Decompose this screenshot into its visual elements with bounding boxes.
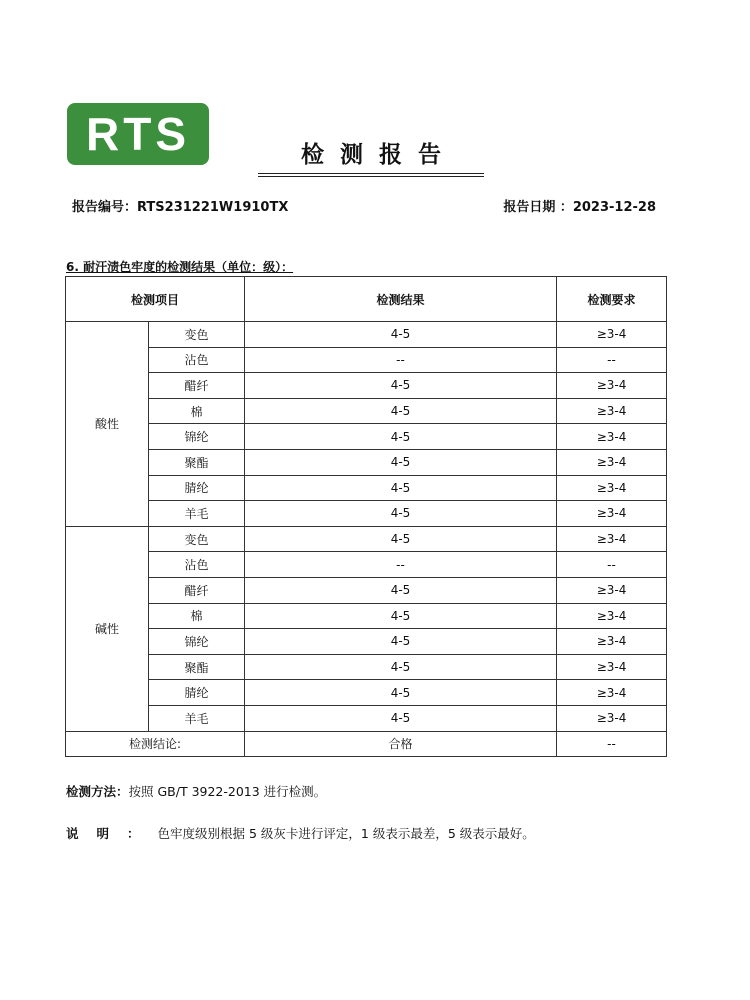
requirement-cell: ≥3-4 [557, 475, 667, 501]
requirement-cell: ≥3-4 [557, 577, 667, 603]
section-title: 6. 耐汗渍色牢度的检测结果（单位：级）： [66, 260, 294, 274]
item-cell: 变色 [149, 322, 245, 348]
item-cell: 锦纶 [149, 629, 245, 655]
report-number: 报告编号：RTS231221W1910TX [72, 200, 289, 215]
item-cell: 醋纤 [149, 373, 245, 399]
requirement-cell: ≥3-4 [557, 680, 667, 706]
table-row [66, 501, 667, 527]
test-method [66, 782, 326, 800]
result-cell: 4-5 [245, 424, 557, 450]
item-cell: 锦纶 [149, 424, 245, 450]
table-row [66, 577, 667, 603]
requirement-cell: ≥3-4 [557, 398, 667, 424]
conclusion-label: 检测结论: [66, 731, 245, 757]
table-row [66, 347, 667, 373]
item-cell: 沾色 [149, 552, 245, 578]
result-cell: 4-5 [245, 629, 557, 655]
note [66, 824, 535, 842]
requirement-cell: ≥3-4 [557, 322, 667, 348]
table-row [66, 603, 667, 629]
requirement-cell: ≥3-4 [557, 501, 667, 527]
result-cell: 4-5 [245, 475, 557, 501]
result-cell: 4-5 [245, 603, 557, 629]
requirement-cell: ≥3-4 [557, 603, 667, 629]
table-row [66, 629, 667, 655]
result-cell: 4-5 [245, 654, 557, 680]
header-requirement: 检测要求 [557, 277, 667, 322]
result-cell: -- [245, 552, 557, 578]
table-row [66, 552, 667, 578]
result-cell: 4-5 [245, 577, 557, 603]
result-cell: 4-5 [245, 680, 557, 706]
result-cell: 4-5 [245, 705, 557, 731]
item-cell: 棉 [149, 603, 245, 629]
item-cell: 变色 [149, 526, 245, 552]
results-table [65, 276, 667, 757]
conclusion-requirement: -- [557, 731, 667, 757]
table-row [66, 475, 667, 501]
table-row [66, 705, 667, 731]
title-underline [258, 173, 484, 174]
table-row [66, 398, 667, 424]
header-item: 检测项目 [66, 277, 245, 322]
table-header-row [66, 277, 667, 322]
result-cell: 4-5 [245, 398, 557, 424]
result-cell: 4-5 [245, 449, 557, 475]
title-block [258, 136, 484, 177]
conclusion-row [66, 731, 667, 757]
note-text: 色牢度级别根据 5 级灰卡进行评定，1 级表示最差，5 级表示最好。 [157, 826, 535, 841]
report-date: 报告日期 ：2023-12-28 [503, 200, 656, 215]
requirement-cell: ≥3-4 [557, 424, 667, 450]
item-cell: 聚酯 [149, 654, 245, 680]
requirement-cell: ≥3-4 [557, 373, 667, 399]
method-label: 检测方法： [66, 784, 129, 799]
group-name-cell: 酸性 [66, 322, 149, 527]
table-row [66, 373, 667, 399]
logo-text: RTS [86, 108, 190, 160]
conclusion-result: 合格 [245, 731, 557, 757]
table-row [66, 680, 667, 706]
page-title: 检测报告 [301, 142, 457, 168]
requirement-cell: ≥3-4 [557, 654, 667, 680]
item-cell: 棉 [149, 398, 245, 424]
requirement-cell: -- [557, 552, 667, 578]
requirement-cell: -- [557, 347, 667, 373]
requirement-cell: ≥3-4 [557, 705, 667, 731]
table-row [66, 449, 667, 475]
result-cell: 4-5 [245, 373, 557, 399]
result-cell: -- [245, 347, 557, 373]
result-cell: 4-5 [245, 501, 557, 527]
item-cell: 腈纶 [149, 475, 245, 501]
requirement-cell: ≥3-4 [557, 629, 667, 655]
group-name-cell: 碱性 [66, 526, 149, 731]
item-cell: 醋纤 [149, 577, 245, 603]
table-row [66, 526, 667, 552]
note-label: 说明： [66, 826, 158, 841]
item-cell: 羊毛 [149, 501, 245, 527]
requirement-cell: ≥3-4 [557, 526, 667, 552]
item-cell: 腈纶 [149, 680, 245, 706]
header-result: 检测结果 [245, 277, 557, 322]
item-cell: 沾色 [149, 347, 245, 373]
item-cell: 聚酯 [149, 449, 245, 475]
result-cell: 4-5 [245, 322, 557, 348]
method-text: 按照 GB/T 3922-2013 进行检测。 [128, 784, 327, 799]
item-cell: 羊毛 [149, 705, 245, 731]
table-row [66, 322, 667, 348]
title-underline-double [258, 176, 484, 177]
table-row [66, 424, 667, 450]
requirement-cell: ≥3-4 [557, 449, 667, 475]
table-body [66, 322, 667, 757]
table-row [66, 654, 667, 680]
rts-logo [67, 103, 209, 165]
result-cell: 4-5 [245, 526, 557, 552]
